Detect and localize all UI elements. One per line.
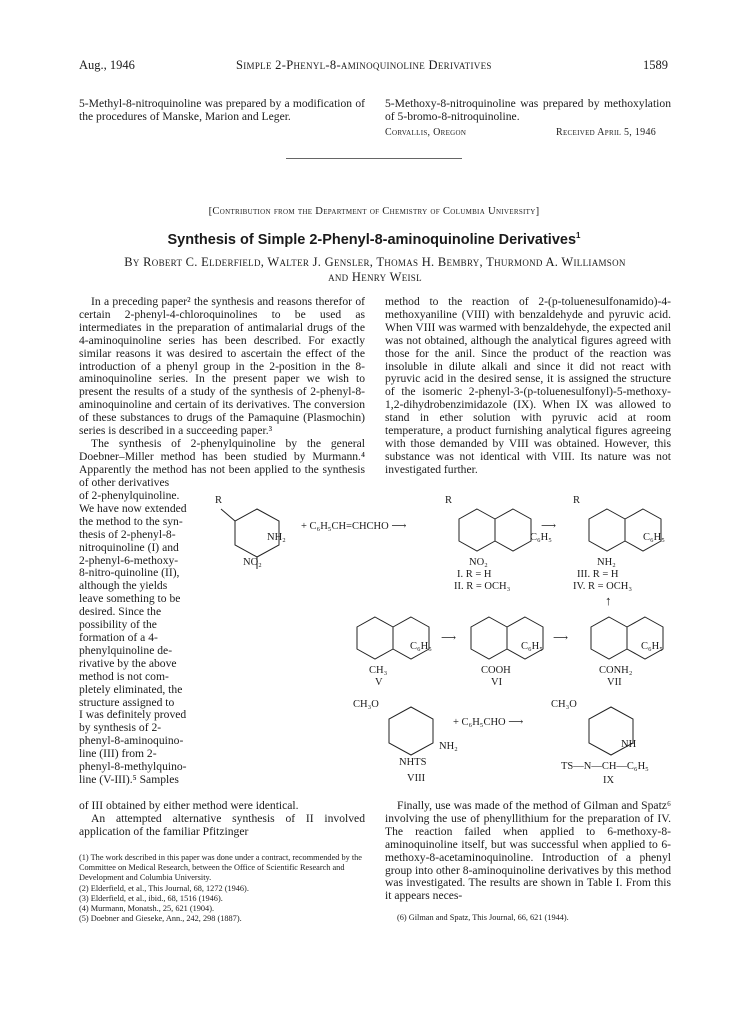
title-footnote-mark: 1 bbox=[576, 231, 581, 240]
text-line: leave something to be bbox=[79, 592, 181, 606]
ch3o-label: CH₃O bbox=[353, 699, 379, 710]
compound-I-label: I. R = H bbox=[457, 569, 492, 580]
paragraph: The synthesis of 2-phenylquinoline by the general Doebner–Miller method has been studied by Murmann.⁴ Apparently the method has not been applied to the synthesis of other derivatives bbox=[79, 436, 365, 489]
r-label: R bbox=[445, 495, 453, 506]
right-column-bottom bbox=[385, 800, 671, 903]
no2-label: NO₂ bbox=[243, 557, 262, 568]
text-line: phenyl-8-methylquino- bbox=[79, 760, 187, 774]
text-line: phenyl-8-aminoquino- bbox=[79, 734, 184, 748]
left-column-bottom bbox=[79, 800, 365, 839]
prev-article-left: 5-Methyl-8-nitroquinoline was prepared by a modification of the procedures of Manske, Marion and Leger. bbox=[79, 97, 365, 123]
authors-line-2: and Henry Weisl bbox=[328, 270, 422, 284]
prev-article-received: Received April 5, 1946 bbox=[556, 127, 657, 138]
compound-III-label: III. R = H bbox=[577, 569, 619, 580]
authors bbox=[70, 255, 680, 285]
c6h5-label: C₆H₅ bbox=[530, 532, 552, 543]
c6h5-label: C₆H₅ bbox=[521, 641, 543, 652]
nh2-label: NH₂ bbox=[597, 557, 616, 568]
text-line: thesis of 2-phenyl-8- bbox=[79, 527, 176, 541]
ch3-label: CH₃ bbox=[369, 665, 388, 676]
text-line: rivative by the above bbox=[79, 656, 177, 670]
footnote: (1) The work described in this paper was done under a contract, recommended by the Committee on Medical Research, between the Office of Scientific Research and Development and Columbia University. bbox=[79, 853, 362, 883]
reagent-cinnamaldehyde: + C₆H₅CH=CHCHO ⟶ bbox=[301, 521, 407, 532]
text-line: We have now extended bbox=[79, 501, 187, 515]
footnote-right: (6) Gilman and Spatz, This Journal, 66, 621 (1944). bbox=[397, 913, 569, 922]
text-line: method is not com- bbox=[79, 669, 169, 683]
right-column-top bbox=[385, 296, 671, 477]
prev-article-location: Corvallis, Oregon bbox=[385, 127, 467, 138]
footnote: (2) Elderfield, et al., This Journal, 68, 1272 (1946). bbox=[79, 883, 249, 893]
text-line: I was definitely proved bbox=[79, 708, 187, 722]
paragraph: Finally, use was made of the method of Gilman and Spatz⁶ involving the use of phenyllithium for the preparation of IV. The reaction failed when applied to 6-methoxy-8-aminoquinoline itself, but was successful when applied to 6-methoxy-8-acetaminoquinoline. Introduction of a phenyl group into other 8-aminoquinoline derivatives by this method was investigated. The results are shown in Table I. From this it appears neces- bbox=[385, 799, 671, 903]
text-line: 8-nitro-quinoline (II), bbox=[79, 566, 180, 580]
text-line: by synthesis of 2- bbox=[79, 721, 162, 735]
left-column-top bbox=[79, 296, 365, 490]
benzene-ring-structure bbox=[581, 701, 641, 761]
reagent-benzaldehyde: + C₆H₅CHO ⟶ bbox=[453, 717, 524, 728]
text-line: of 2-phenylquinoline. bbox=[79, 489, 180, 502]
section-divider bbox=[286, 158, 462, 159]
text-line: nitroquinoline (I) and bbox=[79, 540, 179, 554]
footnote: (3) Elderfield, et al., ibid., 68, 1516 (1946). bbox=[79, 893, 223, 903]
text-line: possibility of the bbox=[79, 618, 157, 632]
quinoline-structure bbox=[587, 611, 677, 671]
compound-VIII-label: VIII bbox=[407, 773, 426, 784]
quinoline-structure bbox=[467, 611, 557, 671]
text-line: line (V-III).⁵ Samples bbox=[79, 772, 179, 786]
compound-V-label: V bbox=[375, 677, 383, 688]
paragraph: In a preceding paper² the synthesis and reasons therefor of certain 2-phenyl-4-chloroquinolines to be used as intermediates in the preparation of antimalarial drugs of the 4-aminoquinoline series has been described. For exactly similar reasons it was desired to ascertain the effect of the introduction of a phenyl group in the 2-position in the 8-aminoquinoline series. In the present paper we wish to present the results of a study of the synthesis of 2-phenyl-8-aminoquinoline and certain of its derivatives. The conversion of these substances to drugs of the Pamaquine (Plasmochin) series is described in a succeeding paper.³ bbox=[79, 295, 365, 438]
text-line: pletely eliminated, the bbox=[79, 682, 183, 696]
footnotes-left bbox=[79, 853, 365, 924]
nh2-label: NH₂ bbox=[267, 532, 286, 543]
footnote: (5) Doebner and Gieseke, Ann., 242, 298 (1887). bbox=[79, 914, 242, 924]
reaction-arrow: ⟶ bbox=[541, 521, 557, 532]
authors-line-1: By Robert C. Elderfield, Walter J. Gensler, Thomas H. Bembry, Thurmond A. Williamson bbox=[124, 255, 626, 269]
benzene-ring-structure bbox=[381, 701, 441, 761]
c6h5-label: C₆H₅ bbox=[641, 641, 663, 652]
conh2-label: CONH₂ bbox=[599, 665, 633, 676]
article-title: Synthesis of Simple 2-Phenyl-8-aminoquinoline Derivatives$^1$ bbox=[167, 231, 581, 248]
header-date: Aug., 1946 bbox=[79, 58, 135, 72]
paragraph-continued: of III obtained by either method were identical. bbox=[79, 799, 299, 812]
nh2-label: NH₂ bbox=[439, 741, 458, 752]
reaction-arrow: ⟶ bbox=[553, 633, 569, 644]
compound-IX-label: IX bbox=[603, 775, 615, 786]
text-line: line (III) from 2- bbox=[79, 747, 157, 761]
text-line: 2-phenyl-6-methoxy- bbox=[79, 553, 179, 567]
reaction-scheme bbox=[205, 495, 675, 795]
nh-label: NH bbox=[621, 739, 637, 750]
text-line: structure assigned to bbox=[79, 695, 175, 709]
text-line: the method to the syn- bbox=[79, 514, 183, 528]
compound-IV-label: IV. R = OCH₃ bbox=[573, 581, 632, 592]
text-line: although the yields bbox=[79, 579, 168, 593]
ts-n-ch-label: TS—N—CH—C₆H₅ bbox=[561, 761, 649, 772]
r-label: R bbox=[215, 495, 223, 506]
c6h5-label: C₆H₅ bbox=[643, 532, 665, 543]
compound-II-label: II. R = OCH₃ bbox=[454, 581, 511, 592]
compound-VII-label: VII bbox=[607, 677, 622, 688]
reaction-arrow-up: ↑ bbox=[605, 593, 612, 608]
footnote: (4) Murmann, Monatsh., 25, 621 (1904). bbox=[79, 904, 215, 914]
r-label: R bbox=[573, 495, 581, 506]
text-line: phenylquinoline de- bbox=[79, 643, 173, 657]
text-line: desired. Since the bbox=[79, 605, 162, 619]
reaction-arrow: ⟶ bbox=[441, 633, 457, 644]
prev-article-right: 5-Methoxy-8-nitroquinoline was prepared by methoxylation of 5-bromo-8-nitroquinoline. bbox=[385, 97, 671, 123]
contribution-line: [Contribution from the Department of Chemistry of Columbia University] bbox=[208, 206, 540, 217]
compound-VI-label: VI bbox=[491, 677, 503, 688]
left-column-narrow bbox=[79, 490, 201, 787]
page-number: 1589 bbox=[643, 58, 668, 72]
text-line: formation of a 4- bbox=[79, 630, 158, 644]
paragraph-continued: method to the reaction of 2-(p-toluenesulfonamido)-4-methoxyaniline (VIII) with benzaldehyde and pyruvic acid. When VIII was warmed with benzaldehyde, the expected anil was not obtained, although the analytical figures agreed with those for the anil. Since the product of the reaction was insoluble in dilute alkali and since it did not react with pyruvic acid in the desired sense, it is assigned the structure of the isomeric 2-phenyl-3-(p-toluenesulfonyl)-5-methoxy-1,2-dihydrobenzimidazole (IX). When IX was allowed to stand in ether solution with pyruvic acid at room temperature, a product furnishing analytical figures agreeing with those demanded by VIII was obtained. However, this substance was not identical with VIII. Its nature was not investigated further. bbox=[385, 295, 671, 476]
running-title: Simple 2-Phenyl-8-aminoquinoline Derivatives bbox=[236, 58, 492, 72]
paragraph: An attempted alternative synthesis of II involved application of the familiar Pfitzinger bbox=[79, 811, 365, 838]
ch3o-label: CH₃O bbox=[551, 699, 577, 710]
nhts-label: NHTS bbox=[399, 757, 427, 768]
c6h5-label: C₆H₅ bbox=[410, 641, 432, 652]
no2-label: NO₂ bbox=[469, 557, 488, 568]
cooh-label: COOH bbox=[481, 665, 511, 676]
